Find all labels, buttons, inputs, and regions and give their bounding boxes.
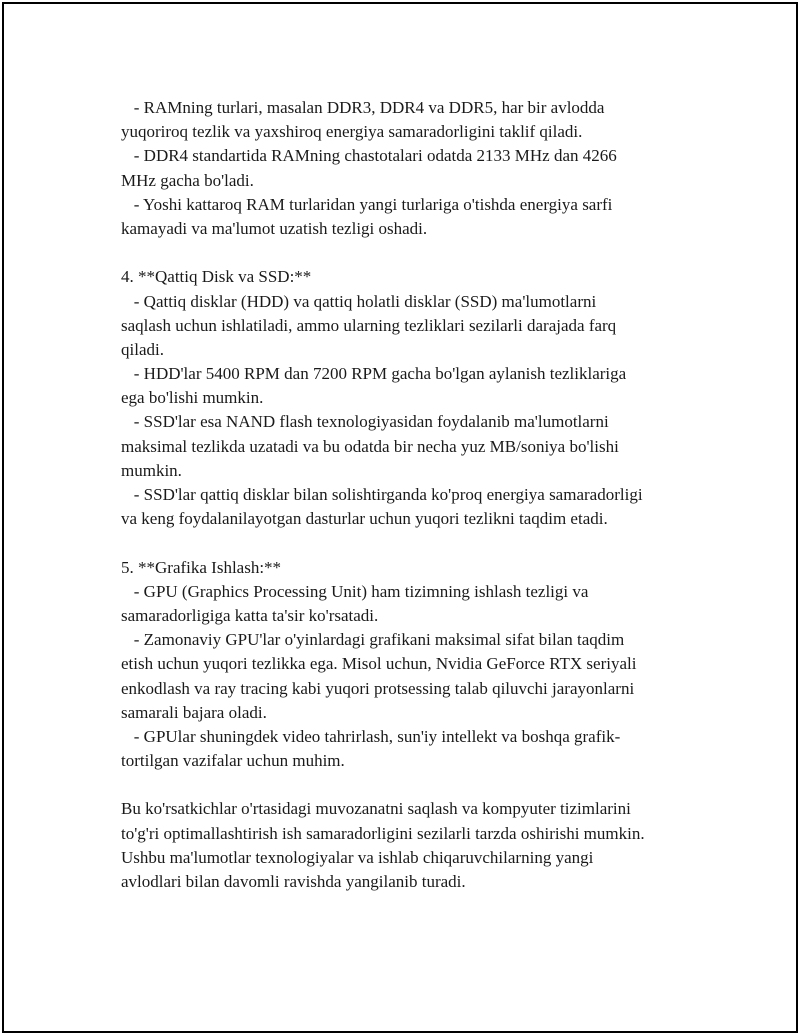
text-line: tortilgan vazifalar uchun muhim. bbox=[121, 751, 345, 771]
text-line: avlodlari bilan davomli ravishda yangilanib turadi. bbox=[121, 872, 466, 891]
text-line: etish uchun yuqori tezlikka ega. Misol uchun, Nvidia GeForce RTX seriyali bbox=[121, 654, 637, 674]
paragraph-spacer bbox=[121, 773, 681, 797]
section-heading: 5. **Grafika Ishlash:** bbox=[121, 557, 282, 577]
graphics-section bbox=[121, 556, 681, 774]
text-line: Bu ko'rsatkichlar o'rtasidagi muvozanatni saqlash va kompyuter tizimlarini bbox=[121, 799, 631, 819]
text-line: saqlash uchun ishlatiladi, ammo ularning tezliklari sezilarli darajada farq bbox=[121, 315, 617, 335]
text-line: - SSD'lar esa NAND flash texnologiyasidan foydalanib ma'lumotlarni bbox=[121, 412, 609, 432]
ram-section bbox=[121, 96, 681, 241]
text-line: maksimal tezlikda uzatadi va bu odatda bir necha yuz MB/soniya bo'lishi bbox=[121, 436, 619, 456]
text-line: - SSD'lar qattiq disklar bilan solishtirganda ko'proq energiya samaradorligi bbox=[121, 485, 643, 504]
text-line: MHz gacha bo'ladi. bbox=[121, 170, 254, 190]
text-line: - GPUlar shuningdek video tahrirlash, sun'iy intellekt va boshqa grafik- bbox=[121, 726, 621, 746]
text-line: - GPU (Graphics Processing Unit) ham tizimning ishlash tezligi va bbox=[121, 581, 589, 601]
paragraph-spacer bbox=[121, 241, 681, 265]
disk-section bbox=[121, 265, 681, 531]
text-line: samaradorligiga katta ta'sir ko'rsatadi. bbox=[121, 605, 379, 625]
text-line: kamayadi va ma'lumot uzatish tezligi oshadi. bbox=[121, 218, 428, 238]
text-line: samarali bajara oladi. bbox=[121, 702, 267, 722]
text-line: - DDR4 standartida RAMning chastotalari odatda 2133 MHz dan 4266 bbox=[121, 146, 617, 166]
text-line: - RAMning turlari, masalan DDR3, DDR4 va DDR5, har bir avlodda bbox=[121, 98, 605, 117]
document-body bbox=[121, 96, 681, 894]
paragraph-spacer bbox=[121, 531, 681, 555]
section-heading: 4. **Qattiq Disk va SSD:** bbox=[121, 267, 312, 287]
text-line: qiladi. bbox=[121, 339, 164, 359]
text-line: mumkin. bbox=[121, 460, 182, 480]
text-line: - Qattiq disklar (HDD) va qattiq holatli disklar (SSD) ma'lumotlarni bbox=[121, 291, 597, 311]
text-line: - Zamonaviy GPU'lar o'yinlardagi grafikani maksimal sifat bilan taqdim bbox=[121, 630, 625, 650]
text-line: ega bo'lishi mumkin. bbox=[121, 388, 264, 408]
text-line: yuqoriroq tezlik va yaxshiroq energiya samaradorligini taklif qiladi. bbox=[121, 122, 583, 142]
text-line: va keng foydalanilayotgan dasturlar uchun yuqori tezlikni taqdim etadi. bbox=[121, 509, 608, 529]
text-line: - HDD'lar 5400 RPM dan 7200 RPM gacha bo'lgan aylanish tezliklariga bbox=[121, 364, 627, 384]
text-line: Ushbu ma'lumotlar texnologiyalar va ishlab chiqaruvchilarning yangi bbox=[121, 847, 594, 867]
text-line: to'g'ri optimallashtirish ish samaradorligini sezilarli tarzda oshirishi mumkin. bbox=[121, 823, 645, 843]
text-line: enkodlash va ray tracing kabi yuqori protsessing talab qiluvchi jarayonlarni bbox=[121, 678, 635, 698]
page-frame bbox=[2, 2, 798, 1033]
text-line: - Yoshi kattaroq RAM turlaridan yangi turlariga o'tishda energiya sarfi bbox=[121, 194, 613, 214]
conclusion-paragraph bbox=[121, 797, 681, 894]
